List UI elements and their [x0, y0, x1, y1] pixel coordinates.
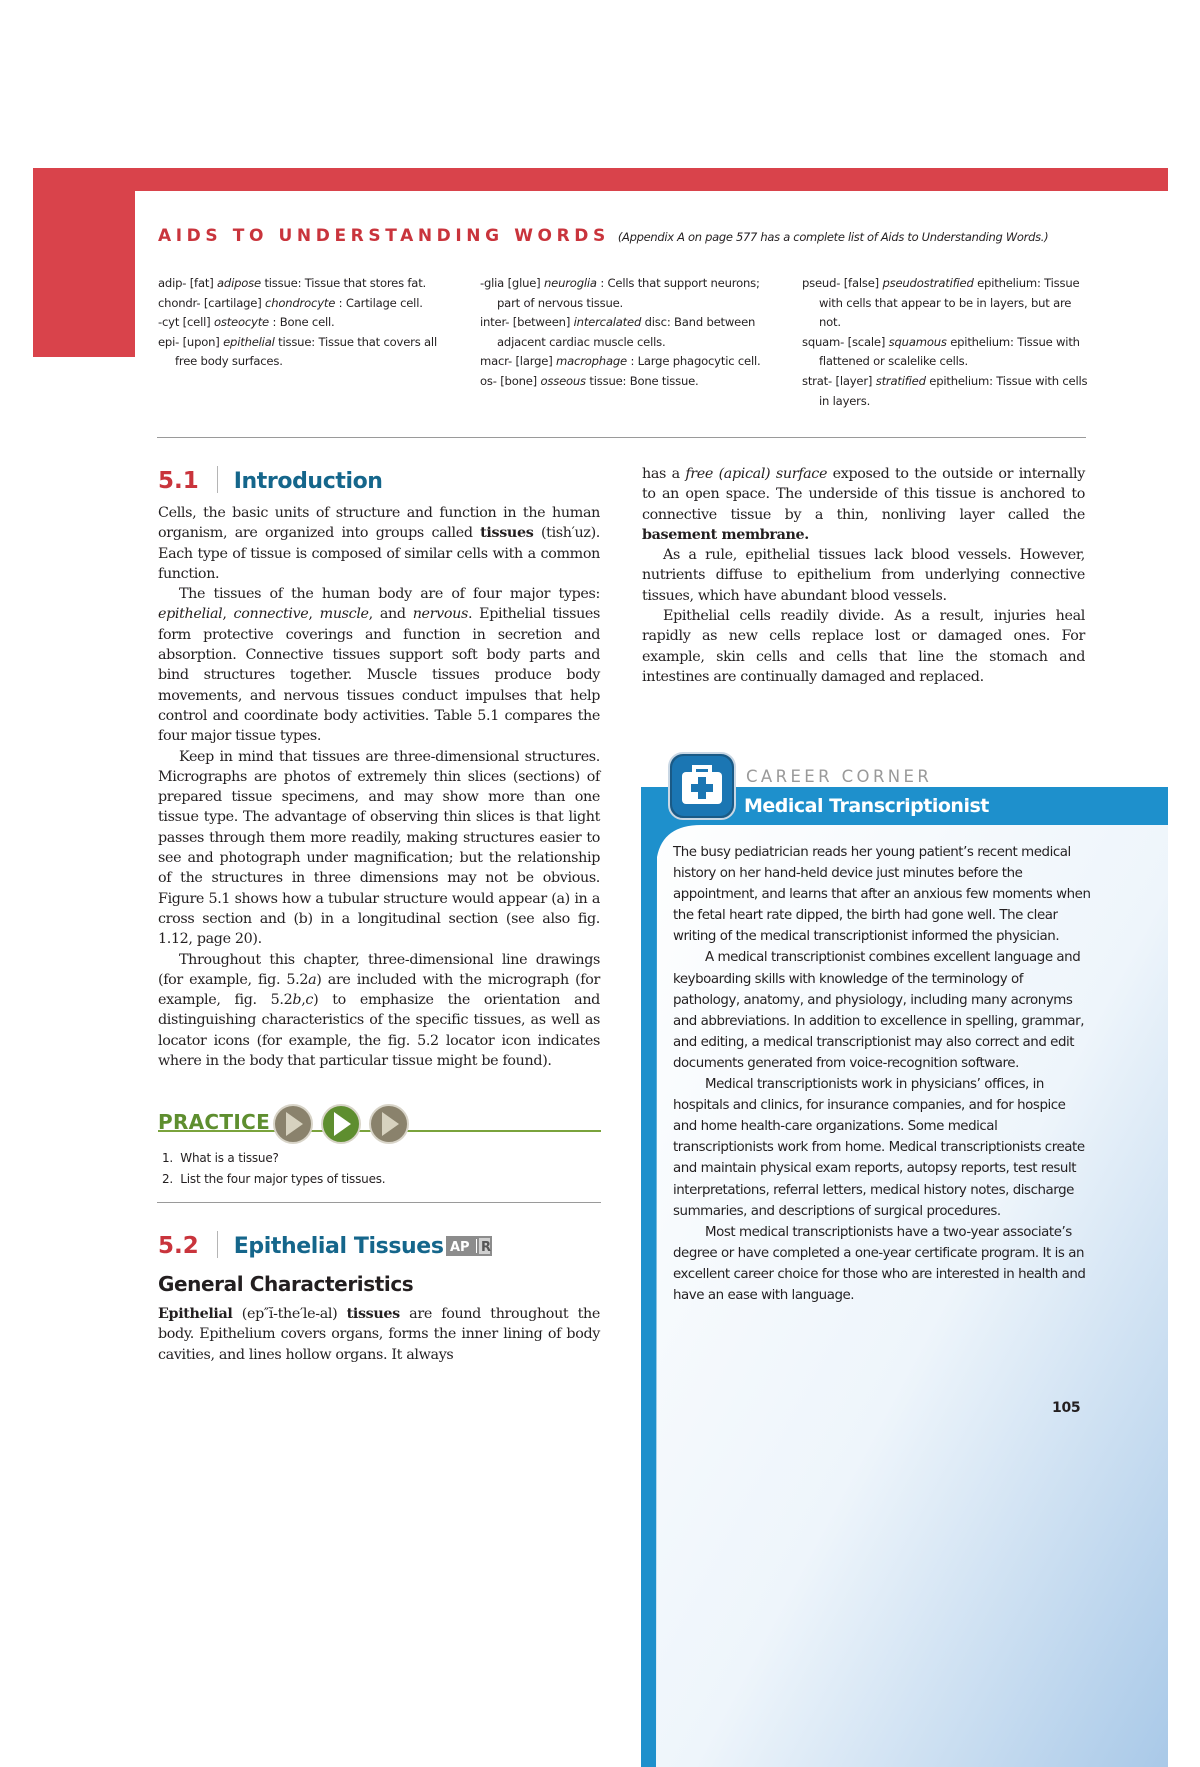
paragraph: Keep in mind that tissues are three-dimensional structures. Micrographs are photos of extremely thin slices (sections) of prepared tissue specimens, and may show more than one tissue type. The advantage of observing thin slices is that light passes through them more readily, making structures easier to see and photograph under magnification; but the relationship of the structures in three dimensions may not be obvious. Figure 5.1 shows how a tubular structure would appear (a) in a cross section and (b) in a longitudinal section (see also fig. 1.12, page 20).	[158, 748, 600, 948]
divider	[157, 437, 1086, 438]
word-meaning: [bone]	[500, 373, 537, 388]
practice-label: PRACTICE	[158, 1110, 271, 1134]
word-example: osseous	[540, 373, 586, 388]
paragraph: has a free (apical) surface exposed to the outside or internally to an open space. The underside of this tissue is anchored to connective tissue by a thin, nonliving layer called the basement membrane.	[642, 466, 1085, 543]
word-example: epithelial	[223, 334, 275, 349]
word-root: os-	[480, 373, 497, 388]
word-definition: : Bone cell.	[272, 315, 335, 330]
paragraph: As a rule, epithelial tissues lack blood vessels. However, nutrients diffuse to epithelium from underlying connective tissues, which have abundant blood vessels.	[642, 547, 1085, 604]
subsection-heading: General Characteristics	[158, 1272, 414, 1296]
paragraph: Throughout this chapter, three-dimensional line drawings (for example, fig. 5.2a) are included with the micrograph (for example, fig. 5.2b,c) to emphasize the orientation and distinguishing characteristics of the specific tissues, as well as locator icons (for example, the fig. 5.2 locator icon indicates where in the body that particular tissue might be found).	[158, 951, 600, 1070]
word-part-entry	[480, 352, 770, 372]
word-example: neuroglia	[544, 276, 597, 290]
word-meaning: [cell]	[182, 315, 211, 330]
section-divider	[217, 466, 218, 493]
word-example: pseudostratified	[882, 276, 974, 290]
word-root: -glia	[480, 276, 505, 290]
word-root: strat-	[802, 373, 832, 388]
word-meaning: [false]	[843, 276, 879, 290]
svg-text:R: R	[481, 1240, 492, 1255]
word-root: adip-	[158, 276, 187, 290]
epithelial-text	[158, 1304, 600, 1365]
word-part-entry	[158, 294, 448, 314]
word-meaning: [between]	[512, 315, 571, 330]
word-example: chondrocyte	[265, 295, 336, 310]
word-root: inter-	[480, 315, 510, 330]
section-title: Epithelial Tissues	[233, 1234, 444, 1259]
word-part-entry	[158, 274, 448, 294]
paragraph: Epithelial cells readily divide. As a result, injuries heal rapidly as new cells replace lost or damaged ones. For example, skin cells and cells that line the stomach and intestines are continually damaged and replaced.	[642, 608, 1085, 685]
word-root: macr-	[480, 354, 512, 369]
word-example: stratified	[875, 373, 926, 388]
aids-title: AIDS TO UNDERSTANDING WORDS	[158, 226, 610, 246]
word-root: squam-	[802, 334, 845, 349]
word-example: macrophage	[556, 354, 627, 369]
key-term: tissues	[480, 525, 534, 542]
word-definition: tissue: Bone tissue.	[589, 373, 699, 388]
word-parts-column	[158, 274, 448, 372]
introduction-text	[158, 503, 600, 1071]
word-part-entry	[158, 313, 448, 333]
word-example: adipose	[217, 276, 261, 290]
practice-question: 2. List the four major types of tissues.	[162, 1172, 386, 1186]
paragraph: Medical transcriptionists work in physicians’ offices, in hospitals and clinics, for insurance companies, and for hospice and home health-care organizations. Some medical transcriptionists work from home. Medical transcriptionists create and maintain physical exam reports, autopsy reports, test result interpretations, referral letters, medical history notes, discharge summaries, and descriptions of surgical procedures.	[673, 1077, 1085, 1219]
header-red-tab	[33, 191, 135, 357]
word-meaning: [cartilage]	[203, 295, 262, 310]
word-meaning: [upon]	[182, 334, 220, 349]
section-heading	[158, 1231, 444, 1259]
section-heading	[158, 466, 383, 494]
word-parts-column	[802, 274, 1092, 411]
word-part-entry	[480, 372, 770, 392]
word-definition: epithelium: Tissue with cells in layers.	[819, 373, 1088, 408]
word-meaning: [large]	[515, 354, 553, 369]
word-meaning: [glue]	[507, 276, 541, 290]
paragraph: Most medical transcriptionists have a two-year associate’s degree or have completed a one-year certificate program. It is an excellent career choice for those who are interested in health and have an ease with language.	[673, 1224, 1086, 1303]
section-divider	[217, 1231, 218, 1258]
first-aid-kit-icon	[668, 752, 736, 820]
word-part-entry	[158, 333, 448, 372]
apr-badge-icon	[446, 1236, 492, 1256]
career-text	[673, 842, 1093, 1306]
word-root: -cyt	[158, 315, 180, 330]
word-example: squamous	[888, 334, 947, 349]
word-root: pseud-	[802, 276, 841, 290]
paragraph: Cells, the basic units of structure and function in the human organism, are organized into groups called tissues (tish′uz). Each type of tissue is composed of similar cells with a common function.	[158, 505, 600, 582]
word-part-entry	[480, 313, 770, 352]
aids-heading	[158, 226, 1048, 246]
header-red-bar	[33, 168, 1168, 191]
word-meaning: [fat]	[189, 276, 214, 290]
career-corner-label: CAREER CORNER	[746, 767, 933, 786]
word-definition: tissue: Tissue that stores fat.	[264, 276, 427, 290]
word-part-entry	[480, 274, 770, 313]
section-number: 5.1	[158, 468, 199, 494]
aids-note: (Appendix A on page 577 has a complete list of Aids to Understanding Words.)	[617, 230, 1049, 244]
epithelial-continued-text	[642, 464, 1085, 687]
word-meaning: [scale]	[847, 334, 886, 349]
paragraph: The tissues of the human body are of four major types: epithelial, connective, muscle, and nervous. Epithelial tissues form protective coverings and function in secretion and absorption. Connective tissues support soft body parts and bind structures together. Muscle tissues produce body movements, and nervous tissues conduct impulses that help control and coordinate body activities. Table 5.1 compares the four major tissue types.	[158, 586, 601, 745]
paragraph: The busy pediatrician reads her young patient’s recent medical history on her hand-held device just minutes before the appointment, and learns that after an anxious few moments when the fetal heart rate dipped, the birth had gone well. The clear writing of the medical transcriptionist informed the physician.	[673, 845, 1091, 945]
career-title: Medical Transcriptionist	[744, 795, 989, 817]
paragraph: A medical transcriptionist combines excellent language and keyboarding skills with knowledge of the terminology of pathology, anatomy, and physiology, including many acronyms and abbreviations. In addition to excellence in spelling, grammar, and editing, a medical transcriptionist may also correct and edit documents generated from voice-recognition software.	[673, 950, 1085, 1071]
section-number: 5.2	[158, 1233, 199, 1259]
word-definition: epithelium: Tissue with flattened or scalelike cells.	[819, 334, 1080, 369]
word-example: intercalated	[573, 315, 642, 330]
word-definition: epithelium: Tissue with cells that appear to be in layers, but are not.	[819, 276, 1080, 330]
svg-text:AP: AP	[450, 1240, 470, 1255]
page-number: 105	[1052, 1400, 1081, 1416]
word-part-entry	[802, 333, 1092, 372]
word-definition: : Large phagocytic cell.	[630, 354, 761, 369]
word-definition: tissue: Tissue that covers all free body surfaces.	[175, 334, 437, 369]
word-definition: : Cartilage cell.	[338, 295, 423, 310]
word-meaning: [layer]	[835, 373, 873, 388]
key-term: basement membrane.	[642, 526, 809, 543]
word-definition: : Cells that support neurons; part of nervous tissue.	[497, 276, 760, 310]
practice-arrows-icon	[272, 1103, 412, 1145]
practice-question: 1. What is a tissue?	[162, 1151, 279, 1165]
divider	[157, 1202, 601, 1203]
word-parts-column	[480, 274, 770, 392]
word-part-entry	[802, 274, 1092, 333]
paragraph: Epithelial (ep″ĭ-the′le-al) tissues are found throughout the body. Epithelium covers organs, forms the inner lining of body cavities, and lines hollow organs. It always	[158, 1306, 600, 1363]
word-part-entry	[802, 372, 1092, 411]
section-title: Introduction	[233, 469, 383, 494]
word-root: epi-	[158, 334, 180, 349]
word-root: chondr-	[158, 295, 201, 310]
word-definition: disc: Band between adjacent cardiac muscle cells.	[497, 315, 756, 349]
word-example: osteocyte	[213, 315, 269, 330]
